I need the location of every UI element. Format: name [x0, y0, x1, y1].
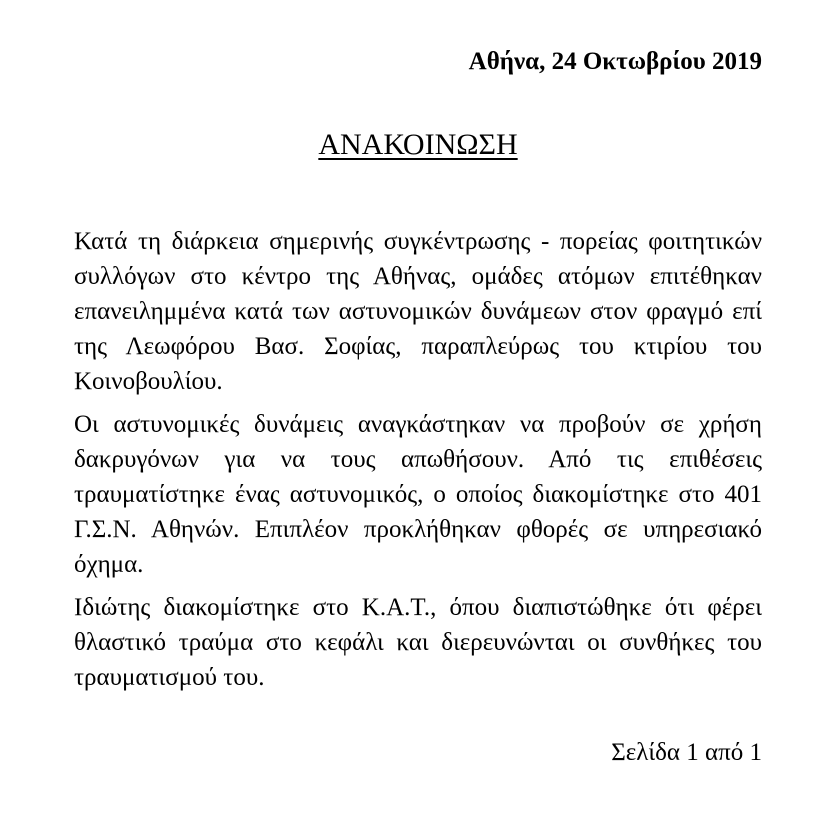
- paragraph: Κατά τη διάρκεια σημερινής συγκέντρωσης - πορείας φοιτητικών συλλόγων στο κέντρο της Αθήνας, ομάδες ατόμων επιτέθηκαν επανειλημμένα κατά των αστυνομικών δυνάμεων στον φραγμό επί της Λεωφόρου Βασ. Σοφίας, παραπλεύρως του κτιρίου του Κοινοβουλίου.: [74, 228, 762, 395]
- document-title: ΑΝΑΚΟΙΝΩΣΗ: [318, 128, 518, 161]
- document-body: [74, 224, 762, 703]
- paragraph: Ιδιώτης διακομίστηκε στο Κ.Α.Τ., όπου διαπιστώθηκε ότι φέρει θλαστικό τραύμα στο κεφάλι και διερευνώνται οι συνθήκες του τραυματισμού του.: [74, 594, 762, 691]
- document-page: [74, 0, 762, 828]
- paragraph: Οι αστυνομικές δυνάμεις αναγκάστηκαν να προβούν σε χρήση δακρυγόνων για να τους απωθήσουν. Από τις επιθέσεις τραυματίστηκε ένας αστυνομικός, ο οποίος διακομίστηκε στο 401 Γ.Σ.Ν. Αθηνών. Επιπλέον προκλήθηκαν φθορές σε υπηρεσιακό όχημα.: [74, 411, 762, 578]
- page-number: Σελίδα 1 από 1: [611, 739, 762, 766]
- date-line: Αθήνα, 24 Οκτωβρίου 2019: [468, 48, 762, 75]
